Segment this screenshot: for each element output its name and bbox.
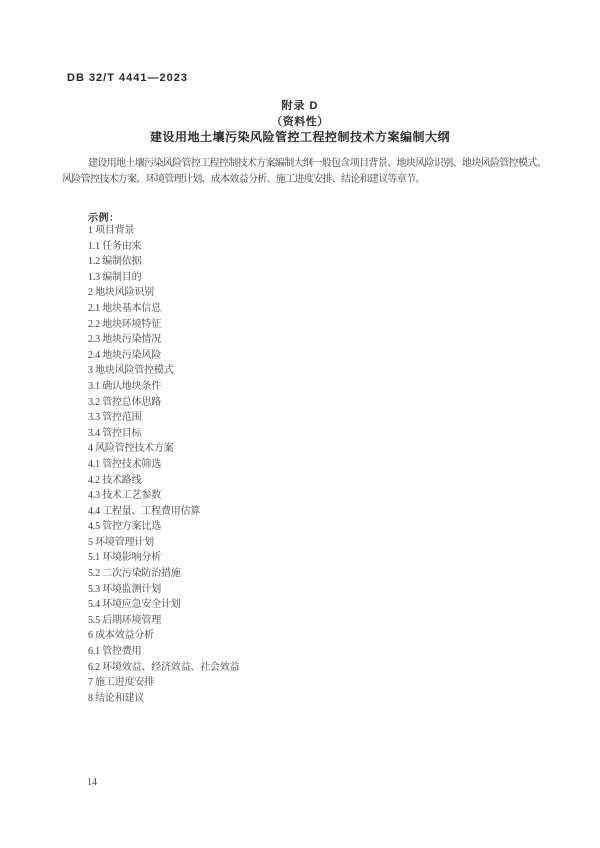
outline-item: 4.3 技术工艺参数 bbox=[88, 490, 161, 502]
outline-item: 5 环境管理计划 bbox=[88, 536, 154, 548]
intro-paragraph: 建设用地土壤污染风险管控工程控制技术方案编制大纲一般包含项目背景、地块风险识别、地块风险管控模式、风险管控技术方案、环境管理计划、成本效益分析、施工进度安排、结论和建议等章节。 bbox=[62, 158, 546, 186]
page-number: 14 bbox=[87, 777, 97, 788]
outline-item: 5.1 环境影响分析 bbox=[88, 552, 161, 564]
outline-item: 7 施工进度安排 bbox=[88, 677, 154, 689]
outline-item: 4.2 技术路线 bbox=[88, 474, 142, 486]
outline-item: 4 风险管控技术方案 bbox=[88, 443, 174, 455]
outline-item: 2 地块风险识别 bbox=[88, 287, 154, 299]
appendix-label: 附录 D bbox=[281, 100, 319, 112]
outline-item: 6.2 环境效益、经济效益、社会效益 bbox=[88, 661, 240, 673]
outline-item: 4.1 管控技术筛选 bbox=[88, 458, 161, 470]
outline-item: 1.3 编制目的 bbox=[88, 271, 142, 283]
outline-item: 6 成本效益分析 bbox=[88, 630, 154, 642]
outline-item: 3.4 管控目标 bbox=[88, 427, 142, 439]
document-code: DB 32/T 4441—2023 bbox=[67, 72, 188, 84]
outline-item: 6.1 管控费用 bbox=[88, 646, 142, 658]
outline-item: 5.5 后期环境管理 bbox=[88, 614, 161, 626]
appendix-informative-note: （资料性） bbox=[271, 116, 329, 128]
outline-item: 3.1 确认地块条件 bbox=[88, 380, 161, 392]
outline-item: 2.4 地块污染风险 bbox=[88, 349, 161, 361]
outline-item: 5.3 环境监测计划 bbox=[88, 583, 161, 595]
outline-item: 3.3 管控范围 bbox=[88, 412, 142, 424]
outline-item: 1 项目背景 bbox=[88, 225, 135, 236]
outline-item: 3 地块风险管控模式 bbox=[88, 365, 174, 377]
outline-item: 8 结论和建议 bbox=[88, 692, 145, 704]
outline-item: 2.3 地块污染情况 bbox=[88, 334, 161, 346]
outline-item: 2.2 地块环境特征 bbox=[88, 318, 161, 330]
outline-item: 4.5 管控方案比选 bbox=[88, 521, 161, 533]
outline-item: 5.2 二次污染防治措施 bbox=[88, 568, 181, 580]
outline-item: 1.1 任务由来 bbox=[88, 240, 142, 252]
outline-item: 1.2 编制依据 bbox=[88, 256, 142, 268]
outline-item: 2.1 地块基本信息 bbox=[88, 302, 161, 314]
outline-item: 5.4 环境应急安全计划 bbox=[88, 599, 181, 611]
outline-item: 3.2 管控总体思路 bbox=[88, 396, 161, 408]
appendix-title: 建设用地土壤污染风险管控工程控制技术方案编制大纲 bbox=[149, 130, 450, 144]
example-label: 示例： bbox=[88, 213, 120, 224]
outline-item: 4.4 工程量、工程费用估算 bbox=[88, 505, 201, 517]
outline-list bbox=[88, 223, 239, 706]
